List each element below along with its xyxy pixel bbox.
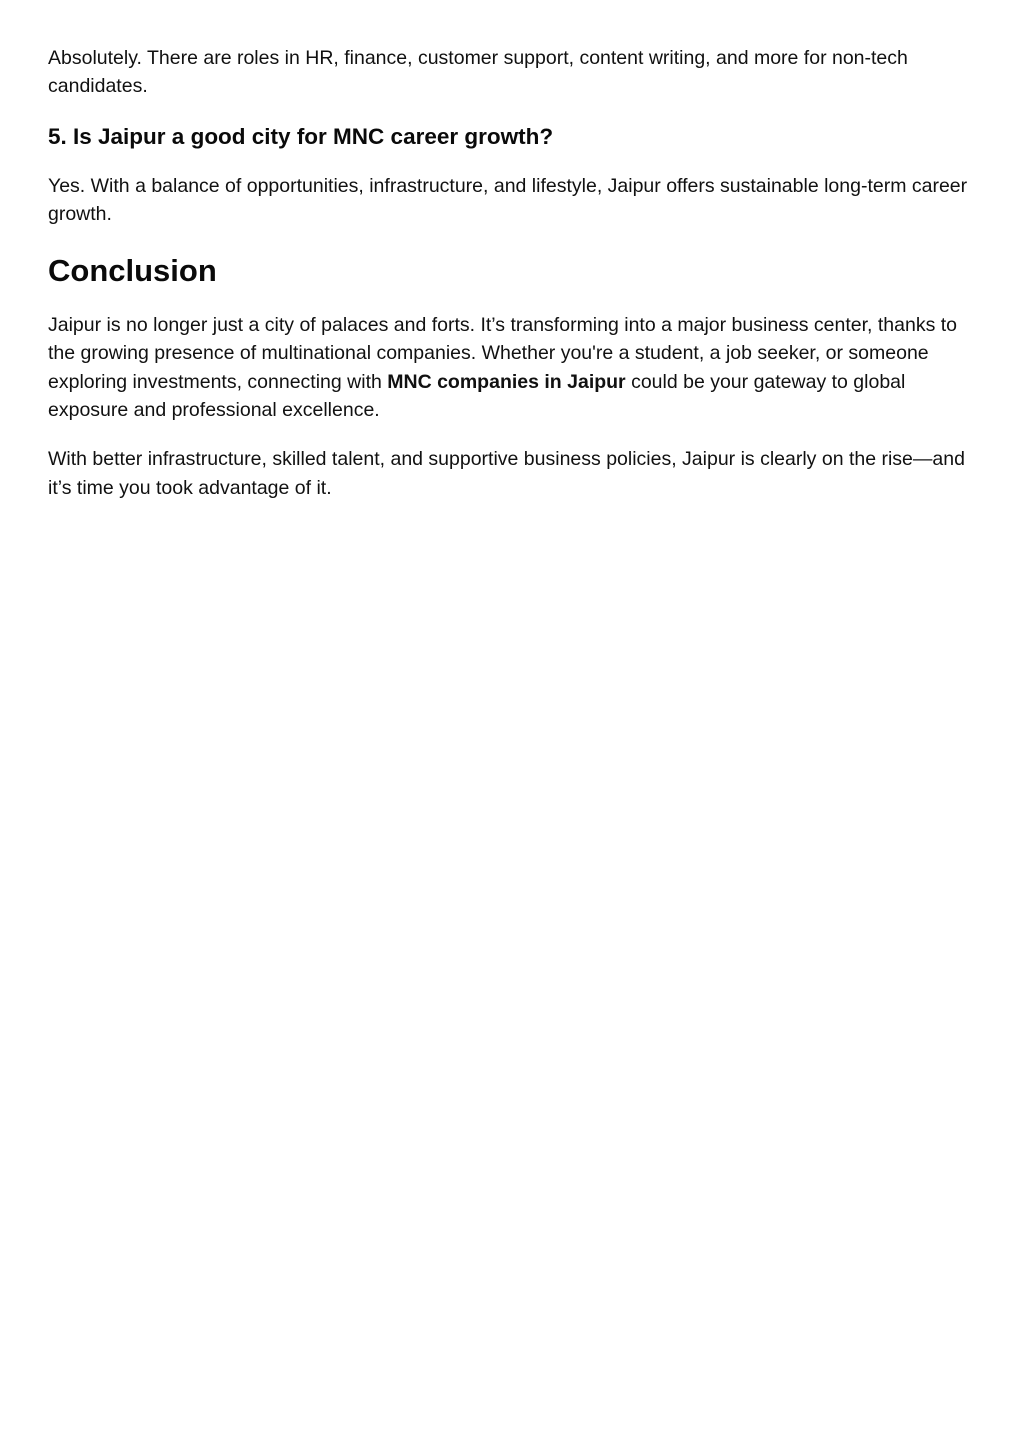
conclusion-text-end: could be your gateway to global exposure and professional excellence. (48, 370, 906, 422)
faq-answer-5: Yes. With a balance of opportunities, infrastructure, and lifestyle, Jaipur offers sustainable long-term career growth. (48, 174, 968, 225)
conclusion-text-start: Jaipur is no longer just a city of palaces and forts. It’s transforming into a major business center, thanks to the growing presence of multinational companies. Whether you're a student, a job seeker, or someone exploring investments, connecting with (48, 314, 958, 393)
conclusion-paragraph-2: With better infrastructure, skilled talent, and supportive business policies, Jaipur is clearly on the rise—and it’s time you took advantage of it. (48, 448, 965, 499)
faq-question-5: 5. Is Jaipur a good city for MNC career growth? (48, 123, 554, 149)
faq-answer-4: Absolutely. There are roles in HR, finance, customer support, content writing, and more for non-tech candidates. (48, 47, 908, 98)
article-content (48, 44, 976, 502)
conclusion-heading: Conclusion (48, 253, 217, 289)
conclusion-paragraph-1 (48, 311, 976, 424)
mnc-companies-keyword: MNC companies in Jaipur (387, 370, 626, 393)
